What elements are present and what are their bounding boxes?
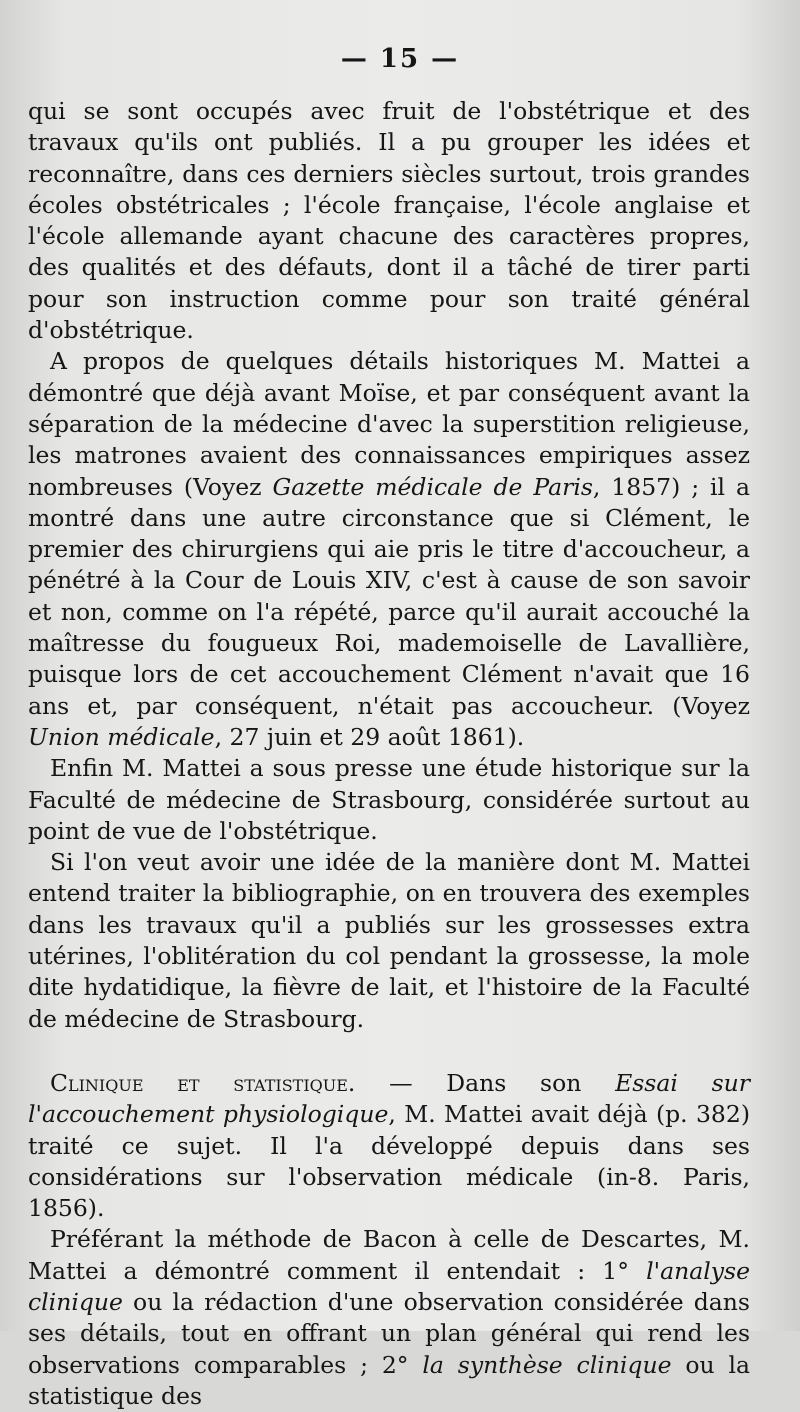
section-heading: Clinique et statistique. xyxy=(50,1068,356,1097)
paragraph-clinique-statistique: Clinique et statistique. — Dans son Essai sur l'accouchement physiologique, M. Mattei avait déjà (p. 382) traité ce sujet. Il l'a développé depuis dans ses considérations sur l'observation médicale (in-8. Paris, 1856). xyxy=(28,1068,751,1223)
paragraph-bibliography: Si l'on veut avoir une idée de la manière dont M. Mattei entend traiter la bibliographie, on en trouvera des exemples dans les travaux qu'il a publiés sur les grossesses extra utérines, l'oblitération du col pendant la grossesse, la mole dite hydatidique, la fièvre de lait, et l'histoire de la Faculté de médecine de Strasbourg. xyxy=(28,848,750,1033)
term-analyse-clinique: l'analyse clinique xyxy=(28,1256,750,1316)
body-text xyxy=(28,96,750,1412)
paragraph-methode: Préférant la méthode de Bacon à celle de Descartes, M. Mattei a démontré comment il entendait : 1° l'analyse clinique ou la rédaction d'une observation considérée dans ses détails, tout en offrant un plan général qui rend les observations comparables ; 2° la synthèse clinique ou la statistique des xyxy=(28,1225,750,1410)
citation-gazette: Gazette médicale de Paris xyxy=(272,472,593,501)
paragraph-intro-continued: qui se sont occupés avec fruit de l'obstétrique et des travaux qu'ils ont publiés. Il a pu grouper les idées et reconnaître, dans ces derniers siècles surtout, trois grandes écoles obstétricales ; l'école française, l'école anglaise et l'école allemande ayant chacune des caractères propres, des qualités et des défauts, dont il a tâché de tirer parti pour son instruction comme pour son traité général d'obstétrique. xyxy=(28,97,750,345)
citation-essai: Essai sur l'accouchement physiologique xyxy=(28,1068,751,1129)
paragraph-historical-details: A propos de quelques détails historiques M. Mattei a démontré que déjà avant Moïse, et par conséquent avant la séparation de la médecine d'avec la superstition religieuse, les matrones avaient des connaissances empiriques assez nombreuses (Voyez Gazette médicale de Paris, 1857) ; il a montré dans une autre circonstance que si Clément, le premier des chirurgiens qui aie pris le titre d'accoucheur, a pénétré à la Cour de Louis XIV, c'est à cause de son savoir et non, comme on l'a répété, parce qu'il aurait accouché la maîtresse du fougueux Roi, mademoiselle de Lavallière, puisque lors de cet accouchement Clément n'avait que 16 ans et, par conséquent, n'était pas accoucheur. (Voyez Union médicale, 27 juin et 29 août 1861). xyxy=(28,347,750,751)
term-synthese-clinique: la synthèse clinique xyxy=(422,1350,672,1379)
page-number: — 15 — xyxy=(340,44,460,74)
citation-union-medicale: Union médicale xyxy=(28,722,215,751)
paragraph-strasbourg-study: Enfin M. Mattei a sous presse une étude historique sur la Faculté de médecine de Strasbourg, considérée surtout au point de vue de l'obstétrique. xyxy=(28,754,750,845)
